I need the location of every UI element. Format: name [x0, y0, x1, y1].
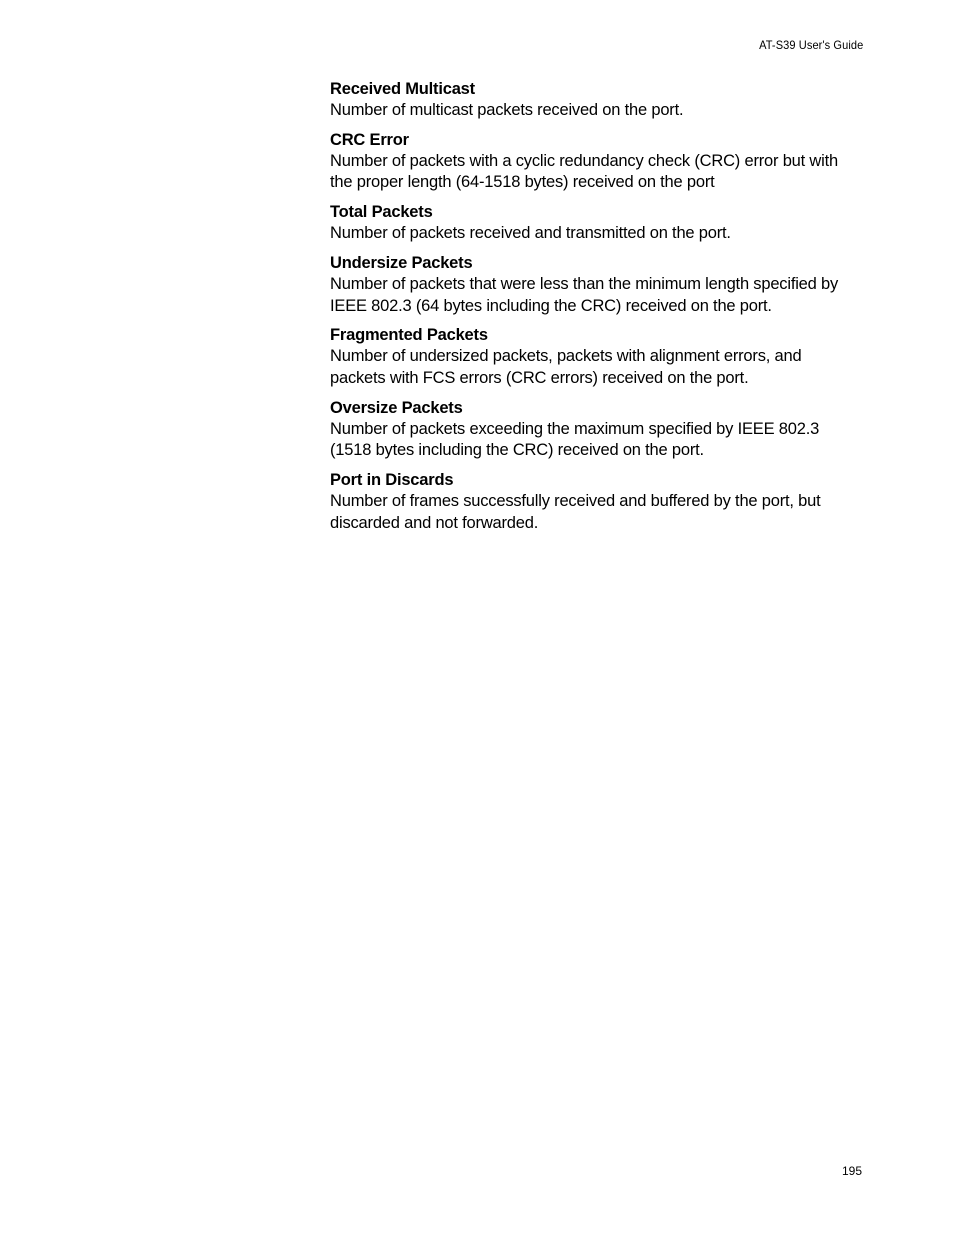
entry-port-in-discards [330, 470, 840, 534]
entry-oversize-packets [330, 398, 840, 462]
term-heading: Port in Discards [330, 471, 454, 490]
definition-list [330, 79, 840, 542]
term-description: Number of packets with a cyclic redundancy check (CRC) error but with the proper length (64-1518 bytes) received on the port [330, 151, 838, 192]
term-description: Number of multicast packets received on the port. [330, 101, 684, 119]
page-number: 195 [841, 1164, 862, 1178]
term-heading: Fragmented Packets [330, 326, 488, 345]
entry-undersize-packets [330, 253, 840, 317]
term-description: Number of packets received and transmitted on the port. [330, 224, 731, 243]
term-heading: Oversize Packets [330, 398, 463, 417]
entry-fragmented-packets [330, 325, 840, 389]
term-description: Number of undersized packets, packets with alignment errors, and packets with FCS errors (CRC errors) received on the port. [330, 347, 802, 387]
entry-crc-error [330, 130, 840, 194]
term-heading: CRC Error [330, 130, 409, 149]
running-header: AT-S39 User's Guide [758, 38, 863, 52]
term-description: Number of frames successfully received and buffered by the port, but discarded and not forwarded. [330, 492, 821, 532]
term-heading: Total Packets [330, 203, 433, 222]
term-description: Number of packets that were less than the minimum length specified by IEEE 802.3 (64 bytes including the CRC) received on the port. [330, 274, 839, 315]
term-heading: Received Multicast [330, 80, 475, 98]
term-heading: Undersize Packets [330, 253, 473, 272]
term-description: Number of packets exceeding the maximum specified by IEEE 802.3 (1518 bytes including the CRC) received on the port. [330, 419, 820, 460]
entry-received-multicast [330, 79, 840, 122]
entry-total-packets [330, 202, 840, 245]
